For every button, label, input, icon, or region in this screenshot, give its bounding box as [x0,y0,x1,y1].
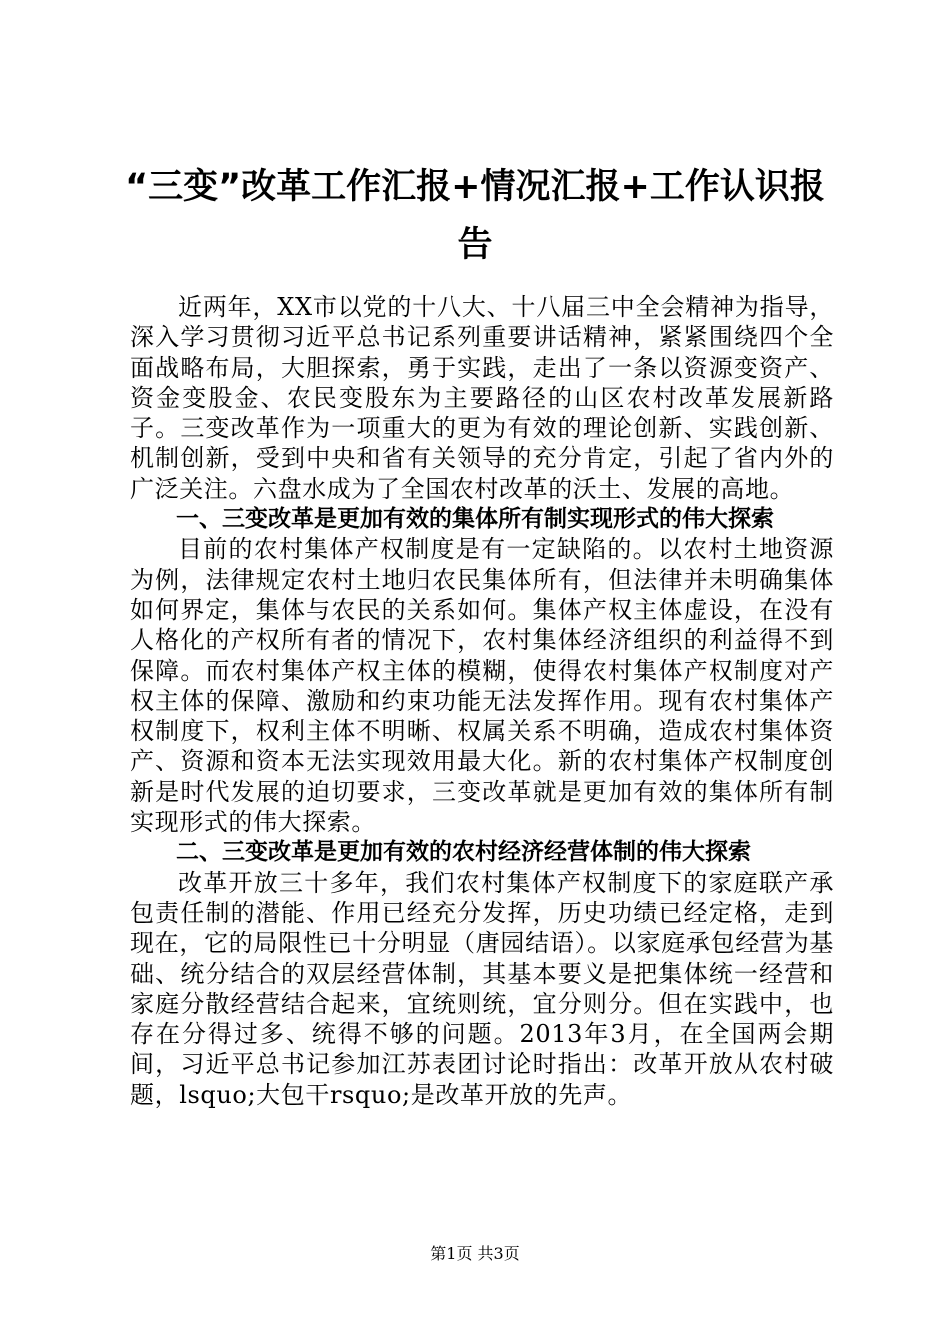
section-2-paragraph: 改革开放三十多年，我们农村集体产权制度下的家庭联产承包责任制的潜能、作用已经充分发挥，历史功绩已经定格，走到现在，它的局限性已十分明显（唐园结语）。以家庭承包经营为基础、统分结合的双层经营体制，其基本要义是把集体统一经营和家庭分散经营结合起来，宜统则统，宜分则分。但在实践中，也存在分得过多、统得不够的问题。2013年3月，在全国两会期间，习近平总书记参加江苏表团讨论时指出：改革开放从农村破题，lsquo;大包干rsquo;是改革开放的先声。 [130,868,834,1109]
section-heading-1: 一、三变改革是更加有效的集体所有制实现形式的伟大探索 [176,506,774,533]
intro-paragraph: 近两年，XX市以党的十八大、十八届三中全会精神为指导，深入学习贯彻习近平总书记系列重要讲话精神，紧紧围绕四个全面战略布局，大胆探索，勇于实践，走出了一条以资源变资产、资金变股金、农民变股东为主要路径的山区农村改革发展新路子。三变改革作为一项重大的更为有效的理论创新、实践创新、机制创新，受到中央和省有关领导的充分肯定，引起了省内外的广泛关注。六盘水成为了全国农村改革的沃土、发展的高地。 [130,293,834,503]
document-title: “三变”改革工作汇报+情况汇报+工作认识报告 [125,167,825,265]
section-heading-2: 二、三变改革是更加有效的农村经济经营体制的伟大探索 [176,839,751,866]
section-1-paragraph: 目前的农村集体产权制度是有一定缺陷的。以农村土地资源为例，法律规定农村土地归农民集体所有，但法律并未明确集体如何界定，集体与农民的关系如何。集体产权主体虚设，在没有人格化的产权所有者的情况下，农村集体经济组织的利益得不到保障。而农村集体产权主体的模糊，使得农村集体产权制度对产权主体的保障、激励和约束功能无法发挥作用。现有农村集体产权制度下，权利主体不明晰、权属关系不明确，造成农村集体资产、资源和资本无法实现效用最大化。新的农村集体产权制度创新是时代发展的迫切要求，三变改革就是更加有效的集体所有制实现形式的伟大探索。 [130,535,834,837]
document-body [130,292,834,1110]
page-number-footer: 第1页 共3页 [430,1244,520,1263]
